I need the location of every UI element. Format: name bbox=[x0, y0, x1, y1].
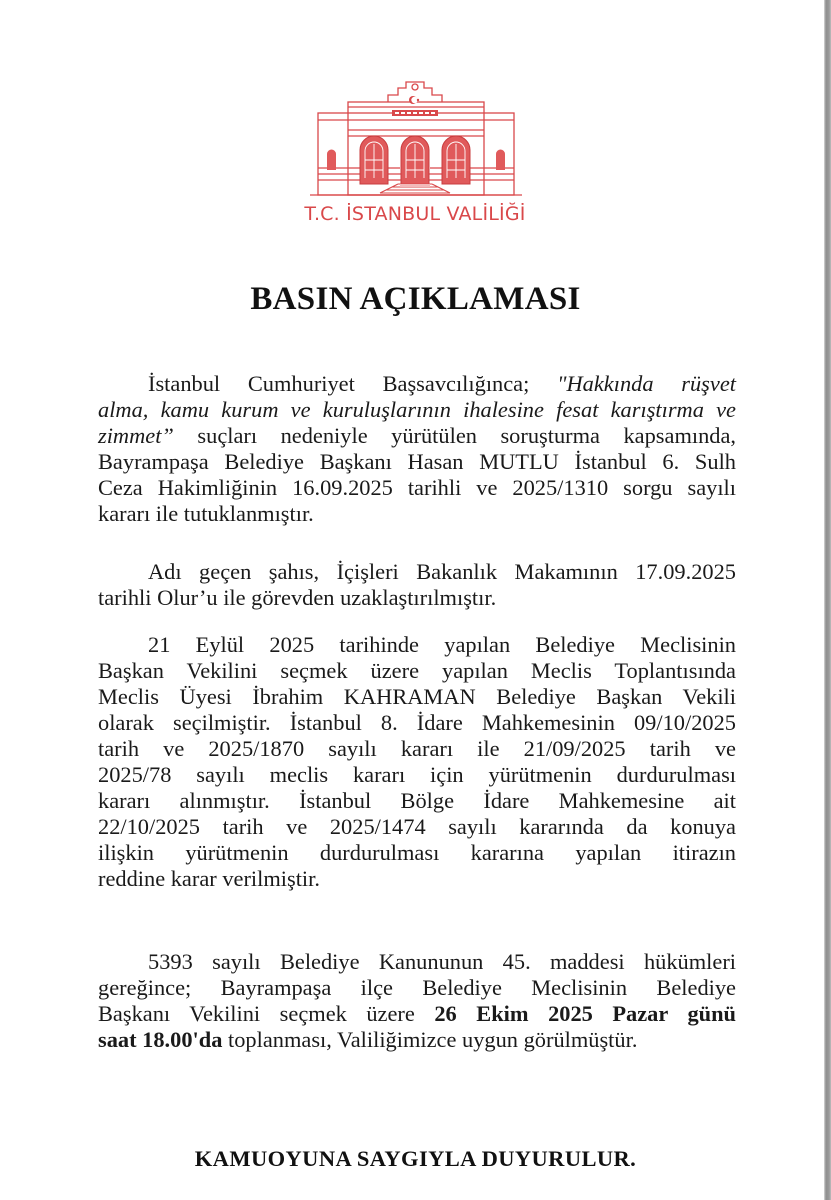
paragraph-3 bbox=[98, 632, 736, 892]
text-line bbox=[98, 475, 736, 501]
text-line bbox=[98, 1001, 736, 1027]
text-line bbox=[98, 788, 736, 814]
text-line bbox=[98, 814, 736, 840]
text-segment: tarihli Olur’u ile görevden uzaklaştırılmıştır. bbox=[98, 585, 497, 610]
text-segment: Başkanı Vekilini seçmek üzere bbox=[98, 1001, 435, 1026]
text-line bbox=[98, 559, 736, 585]
text-segment: ilişkin yürütmenin durdurulması kararına yapılan itirazın bbox=[98, 840, 736, 865]
bold-text: saat 18.00'da bbox=[98, 1027, 223, 1052]
text-line bbox=[98, 975, 736, 1001]
text-segment: kararı alınmıştır. İstanbul Bölge İdare Mahkemesine ait bbox=[98, 788, 736, 813]
text-segment: olarak seçilmiştir. İstanbul 8. İdare Mahkemesinin 09/10/2025 bbox=[98, 710, 736, 735]
logo-text: T.C. İSTANBUL VALİLİĞİ bbox=[304, 203, 526, 225]
text-segment: 5393 sayılı Belediye Kanununun 45. maddesi hükümleri bbox=[148, 949, 736, 974]
text-line bbox=[98, 658, 736, 684]
text-line bbox=[98, 501, 736, 527]
text-segment: suçları nedeniyle yürütülen soruşturma kapsamında, bbox=[197, 423, 737, 448]
italic-text: alma, kamu kurum ve kuruluşlarının ihalesine fesat karıştırma ve bbox=[98, 397, 736, 422]
text-segment: tarih ve 2025/1870 sayılı kararı ile 21/09/2025 tarih ve bbox=[98, 736, 736, 761]
text-line bbox=[98, 866, 736, 892]
scan-edge-strip bbox=[824, 0, 831, 1200]
text-segment: Meclis Üyesi İbrahim KAHRAMAN Belediye Başkan Vekili bbox=[98, 684, 736, 709]
text-segment: 22/10/2025 tarih ve 2025/1474 sayılı kararında da konuya bbox=[98, 814, 736, 839]
text-line bbox=[98, 585, 736, 611]
closing-statement: KAMUOYUNA SAYGIYLA DUYURULUR. bbox=[194, 1146, 637, 1171]
paragraph-2 bbox=[98, 559, 736, 611]
text-segment: Adı geçen şahıs, İçişleri Bakanlık Makamının 17.09.2025 bbox=[148, 559, 736, 584]
text-line bbox=[98, 632, 736, 658]
text-line bbox=[98, 371, 736, 397]
italic-text: "Hakkında rüşvet bbox=[557, 371, 736, 396]
text-line bbox=[98, 1027, 736, 1053]
text-segment: Bayrampaşa Belediye Başkanı Hasan MUTLU İstanbul 6. Sulh bbox=[98, 449, 736, 474]
text-line bbox=[98, 397, 736, 423]
text-segment: reddine karar verilmiştir. bbox=[98, 866, 320, 891]
text-line bbox=[98, 423, 736, 449]
text-segment: Başkan Vekilini seçmek üzere yapılan Meclis Toplantısında bbox=[98, 658, 736, 683]
text-segment: kararı ile tutuklanmıştır. bbox=[98, 501, 314, 526]
paragraph-1 bbox=[98, 371, 736, 527]
italic-text: zimmet” bbox=[98, 423, 198, 448]
text-line bbox=[98, 710, 736, 736]
text-segment: İstanbul Cumhuriyet Başsavcılığınca; bbox=[148, 371, 558, 396]
istanbul-governorship-logo bbox=[300, 80, 530, 240]
text-segment: 21 Eylül 2025 tarihinde yapılan Belediye Meclisinin bbox=[148, 632, 736, 657]
text-line bbox=[98, 949, 736, 975]
text-line bbox=[98, 736, 736, 762]
bold-text: 26 Ekim 2025 Pazar günü bbox=[434, 1001, 736, 1026]
text-segment: toplanması, Valiliğimizce uygun görülmüştür. bbox=[222, 1027, 638, 1052]
text-line bbox=[98, 684, 736, 710]
document-title: BASIN AÇIKLAMASI bbox=[250, 281, 581, 317]
text-line bbox=[98, 449, 736, 475]
text-line bbox=[98, 840, 736, 866]
paragraph-4 bbox=[98, 949, 736, 1053]
text-line bbox=[98, 762, 736, 788]
text-segment: 2025/78 sayılı meclis kararı için yürütmenin durdurulması bbox=[98, 762, 736, 787]
text-segment: Ceza Hakimliğinin 16.09.2025 tarihli ve 2025/1310 sorgu sayılı bbox=[98, 475, 736, 500]
governorship-building-icon bbox=[300, 80, 530, 205]
text-segment: gereğince; Bayrampaşa ilçe Belediye Meclisinin Belediye bbox=[98, 975, 736, 1000]
